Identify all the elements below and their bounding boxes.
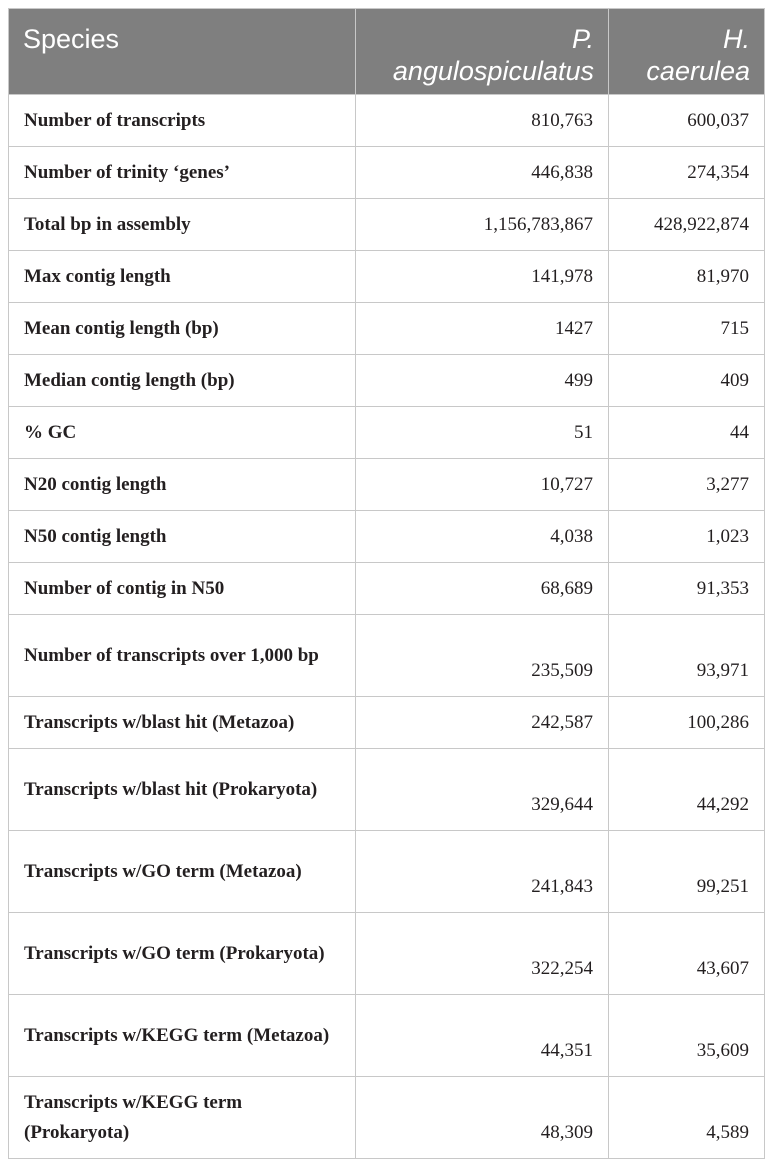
cell-h-caerulea: 274,354 bbox=[609, 147, 765, 199]
cell-h-caerulea: 44,292 bbox=[609, 749, 765, 831]
header-species: Species bbox=[9, 9, 356, 95]
table-row bbox=[9, 913, 765, 995]
cell-p-angulospiculatus: 44,351 bbox=[356, 995, 609, 1077]
cell-p-angulospiculatus: 810,763 bbox=[356, 95, 609, 147]
cell-p-angulospiculatus: 51 bbox=[356, 407, 609, 459]
table-row bbox=[9, 749, 765, 831]
cell-p-angulospiculatus: 446,838 bbox=[356, 147, 609, 199]
cell-h-caerulea: 1,023 bbox=[609, 511, 765, 563]
cell-h-caerulea: 428,922,874 bbox=[609, 199, 765, 251]
table-row bbox=[9, 511, 765, 563]
table-row bbox=[9, 199, 765, 251]
table-header bbox=[9, 9, 765, 95]
row-label: N50 contig length bbox=[9, 511, 356, 563]
cell-h-caerulea: 35,609 bbox=[609, 995, 765, 1077]
cell-p-angulospiculatus: 235,509 bbox=[356, 615, 609, 697]
cell-h-caerulea: 3,277 bbox=[609, 459, 765, 511]
row-label: Total bp in assembly bbox=[9, 199, 356, 251]
cell-h-caerulea: 91,353 bbox=[609, 563, 765, 615]
table-row bbox=[9, 615, 765, 697]
table-row bbox=[9, 407, 765, 459]
cell-p-angulospiculatus: 1427 bbox=[356, 303, 609, 355]
row-label: % GC bbox=[9, 407, 356, 459]
table-row bbox=[9, 459, 765, 511]
cell-h-caerulea: 93,971 bbox=[609, 615, 765, 697]
cell-h-caerulea: 4,589 bbox=[609, 1077, 765, 1159]
row-label: Number of trinity ‘genes’ bbox=[9, 147, 356, 199]
cell-h-caerulea: 715 bbox=[609, 303, 765, 355]
assembly-stats-table bbox=[8, 8, 765, 1159]
row-label: Transcripts w/blast hit (Prokaryota) bbox=[9, 749, 356, 831]
cell-p-angulospiculatus: 4,038 bbox=[356, 511, 609, 563]
cell-p-angulospiculatus: 499 bbox=[356, 355, 609, 407]
cell-h-caerulea: 81,970 bbox=[609, 251, 765, 303]
table-row bbox=[9, 563, 765, 615]
table-row bbox=[9, 251, 765, 303]
table-row bbox=[9, 831, 765, 913]
table-row bbox=[9, 697, 765, 749]
table-body bbox=[9, 95, 765, 1159]
cell-h-caerulea: 44 bbox=[609, 407, 765, 459]
cell-h-caerulea: 409 bbox=[609, 355, 765, 407]
cell-h-caerulea: 99,251 bbox=[609, 831, 765, 913]
cell-p-angulospiculatus: 68,689 bbox=[356, 563, 609, 615]
row-label: Number of contig in N50 bbox=[9, 563, 356, 615]
row-label: Transcripts w/GO term (Metazoa) bbox=[9, 831, 356, 913]
table-row bbox=[9, 1077, 765, 1159]
cell-h-caerulea: 600,037 bbox=[609, 95, 765, 147]
row-label: Max contig length bbox=[9, 251, 356, 303]
row-label: Transcripts w/KEGG term (Metazoa) bbox=[9, 995, 356, 1077]
row-label: Mean contig length (bp) bbox=[9, 303, 356, 355]
cell-p-angulospiculatus: 242,587 bbox=[356, 697, 609, 749]
row-label: Transcripts w/GO term (Prokaryota) bbox=[9, 913, 356, 995]
cell-p-angulospiculatus: 10,727 bbox=[356, 459, 609, 511]
header-row bbox=[9, 9, 765, 95]
table-row bbox=[9, 303, 765, 355]
row-label: Number of transcripts bbox=[9, 95, 356, 147]
row-label: Transcripts w/blast hit (Metazoa) bbox=[9, 697, 356, 749]
table-row bbox=[9, 355, 765, 407]
cell-h-caerulea: 43,607 bbox=[609, 913, 765, 995]
cell-p-angulospiculatus: 329,644 bbox=[356, 749, 609, 831]
row-label: Median contig length (bp) bbox=[9, 355, 356, 407]
cell-p-angulospiculatus: 241,843 bbox=[356, 831, 609, 913]
cell-p-angulospiculatus: 1,156,783,867 bbox=[356, 199, 609, 251]
table-row bbox=[9, 147, 765, 199]
table-row bbox=[9, 995, 765, 1077]
cell-p-angulospiculatus: 322,254 bbox=[356, 913, 609, 995]
row-label: N20 contig length bbox=[9, 459, 356, 511]
table-row bbox=[9, 95, 765, 147]
row-label: Transcripts w/KEGG term (Prokaryota) bbox=[9, 1077, 356, 1159]
cell-p-angulospiculatus: 48,309 bbox=[356, 1077, 609, 1159]
header-h-caerulea: H. caerulea bbox=[609, 9, 765, 95]
header-p-angulospiculatus: P. angulospiculatus bbox=[356, 9, 609, 95]
row-label: Number of transcripts over 1,000 bp bbox=[9, 615, 356, 697]
cell-p-angulospiculatus: 141,978 bbox=[356, 251, 609, 303]
cell-h-caerulea: 100,286 bbox=[609, 697, 765, 749]
